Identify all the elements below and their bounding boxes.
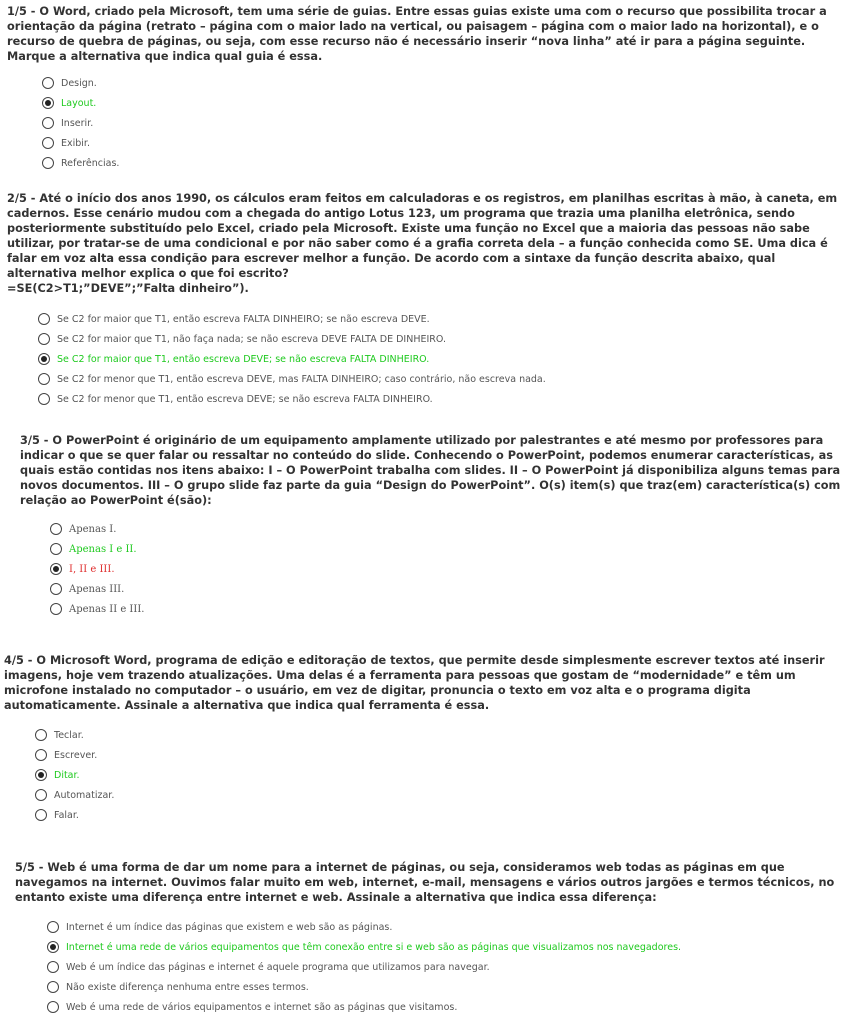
radio-dot [41,356,47,362]
option-label: Referências. [61,157,120,169]
radio-button[interactable] [38,373,50,385]
option-label: Apenas II e III. [69,603,145,615]
answer-option[interactable] [35,745,851,765]
answer-options [42,73,851,173]
option-label: Se C2 for maior que T1, não faça nada; se não escreva DEVE FALTA DE DINHEIRO. [57,333,446,345]
radio-button[interactable] [50,563,62,575]
radio-button[interactable] [42,117,54,129]
option-label: Apenas I e II. [69,543,137,555]
answer-option[interactable] [50,579,851,599]
radio-button[interactable] [47,921,59,933]
question-2 [0,191,851,409]
radio-button[interactable] [35,809,47,821]
option-label: Design. [61,77,97,89]
radio-dot [53,566,59,572]
question-text: 5/5 - Web é uma forma de dar um nome para a internet de páginas, ou seja, consideramos web todas as páginas em que navegamos na internet. Ouvimos falar muito em web, internet, e-mail, mensagens e vários outros jargões e termos técnicos, no entanto existe uma diferença entre internet e web. Assinale a alternativa que indica essa diferença: [15,861,835,904]
radio-button[interactable] [38,393,50,405]
answer-option[interactable] [42,93,851,113]
question-text: 4/5 - O Microsoft Word, programa de edição e editoração de textos, que permite desde simplesmente escrever textos até inserir imagens, hoje vem trazendo atualizações. Uma delas é a ferramenta para pessoas que gostam de “modernidade” e têm um microfone instalado no computador – o usuário, em vez de digitar, pronuncia o texto em voz alta e o programa digita automaticamente. Assinale a alternativa que indica qual ferramenta é essa. [4,654,825,712]
answer-option[interactable] [38,309,851,329]
option-label: Web é um índice das páginas e internet é aquele programa que utilizamos para navegar. [66,961,490,973]
option-label: Automatizar. [54,789,115,801]
option-label: Ditar. [54,769,80,781]
answer-option[interactable] [35,725,851,745]
radio-button[interactable] [38,313,50,325]
answer-option[interactable] [42,153,851,173]
option-label: I, II e III. [69,563,115,575]
radio-dot [45,100,51,106]
option-label: Escrever. [54,749,98,761]
radio-button[interactable] [42,137,54,149]
answer-option[interactable] [35,785,851,805]
radio-button[interactable] [35,729,47,741]
option-label: Exibir. [61,137,90,149]
question-3 [0,433,851,619]
option-label: Se C2 for maior que T1, então escreva DEVE; se não escreva FALTA DINHEIRO. [57,353,430,365]
radio-button[interactable] [35,769,47,781]
option-label: Layout. [61,97,97,109]
radio-button[interactable] [38,353,50,365]
answer-option[interactable] [38,369,851,389]
radio-button[interactable] [47,961,59,973]
radio-button[interactable] [35,749,47,761]
option-label: Apenas III. [69,583,125,595]
question-4 [0,653,851,825]
radio-button[interactable] [47,1001,59,1013]
option-label: Inserir. [61,117,94,129]
answer-option[interactable] [38,329,851,349]
question-text: 2/5 - Até o início dos anos 1990, os cálculos eram feitos em calculadoras e os registros, em planilhas escritas à mão, à caneta, em cadernos. Esse cenário mudou com a chegada do antigo Lotus 123, um programa que trazia uma planilha eletrônica, sendo posteriormente substituído pelo Excel, criado pela Microsoft. Existe uma função no Excel que a maioria das pessoas não sabe utilizar, por tratar-se de uma condicional e por não saber como é a grafia correta dela – a função conhecida como SE. Uma dica é falar em voz alta essa condição para escrever melhor a função. De acordo com a sintaxe da função descrita abaixo, qual alternativa melhor explica o que foi escrito? =SE(C2>T1;”DEVE”;”Falta dinheiro”). [7,192,838,295]
answer-options [50,519,851,619]
radio-button[interactable] [42,157,54,169]
radio-button[interactable] [38,333,50,345]
radio-button[interactable] [47,981,59,993]
radio-button[interactable] [42,77,54,89]
answer-option[interactable] [50,539,851,559]
answer-option[interactable] [42,133,851,153]
question-5 [0,860,851,1017]
option-label: Falar. [54,809,79,821]
radio-dot [38,772,44,778]
radio-button[interactable] [42,97,54,109]
option-label: Internet é uma rede de vários equipamentos que têm conexão entre si e web são as páginas que visualizamos nos navegadores. [66,941,682,953]
answer-option[interactable] [47,917,851,937]
option-label: Teclar. [54,729,84,741]
answer-option[interactable] [35,765,851,785]
answer-option[interactable] [47,957,851,977]
option-label: Internet é um índice das páginas que existem e web são as páginas. [66,921,393,933]
radio-button[interactable] [47,941,59,953]
answer-option[interactable] [38,349,851,369]
answer-option[interactable] [35,805,851,825]
answer-options [38,309,851,409]
radio-button[interactable] [50,543,62,555]
answer-option[interactable] [47,937,851,957]
option-label: Se C2 for menor que T1, então escreva DEVE; se não escreva FALTA DINHEIRO. [57,393,433,405]
answer-option[interactable] [38,389,851,409]
answer-option[interactable] [42,113,851,133]
answer-option[interactable] [42,73,851,93]
question-text: 1/5 - O Word, criado pela Microsoft, tem uma série de guias. Entre essas guias existe uma com o recurso que possibilita trocar a orientação da página (retrato – página com o maior lado na vertical, ou paisagem – página com o maior lado na horizontal), e o recurso de quebra de páginas, ou seja, com esse recurso não é necessário inserir “nova linha” até ir para a página seguinte. Marque a alternativa que indica qual guia é essa. [7,5,827,63]
answer-option[interactable] [47,997,851,1017]
answer-options [35,725,851,825]
option-label: Apenas I. [69,523,117,535]
option-label: Se C2 for menor que T1, então escreva DEVE, mas FALTA DINHEIRO; caso contrário, não escreva nada. [57,373,546,385]
radio-button[interactable] [50,603,62,615]
radio-button[interactable] [35,789,47,801]
question-text: 3/5 - O PowerPoint é originário de um equipamento amplamente utilizado por palestrantes e até mesmo por professores para indicar o que se quer falar ou ressaltar no conteúdo do slide. Conhecendo o PowerPoint, podemos enumerar características, as quais estão contidas nos itens abaixo: I – O PowerPoint trabalha com slides. II – O PowerPoint já disponibiliza alguns temas para novos documentos. III – O grupo slide faz parte da guia “Design do PowerPoint”. O(s) item(s) que traz(em) característica(s) com relação ao PowerPoint é(são): [20,434,841,507]
radio-button[interactable] [50,583,62,595]
answer-option[interactable] [50,559,851,579]
option-label: Web é uma rede de vários equipamentos e internet são as páginas que visitamos. [66,1001,458,1013]
answer-options [47,917,851,1017]
answer-option[interactable] [50,519,851,539]
option-label: Se C2 for maior que T1, então escreva FALTA DINHEIRO; se não escreva DEVE. [57,313,430,325]
option-label: Não existe diferença nenhuma entre esses termos. [66,981,309,993]
answer-option[interactable] [50,599,851,619]
answer-option[interactable] [47,977,851,997]
radio-dot [50,944,56,950]
question-1 [0,4,851,173]
radio-button[interactable] [50,523,62,535]
